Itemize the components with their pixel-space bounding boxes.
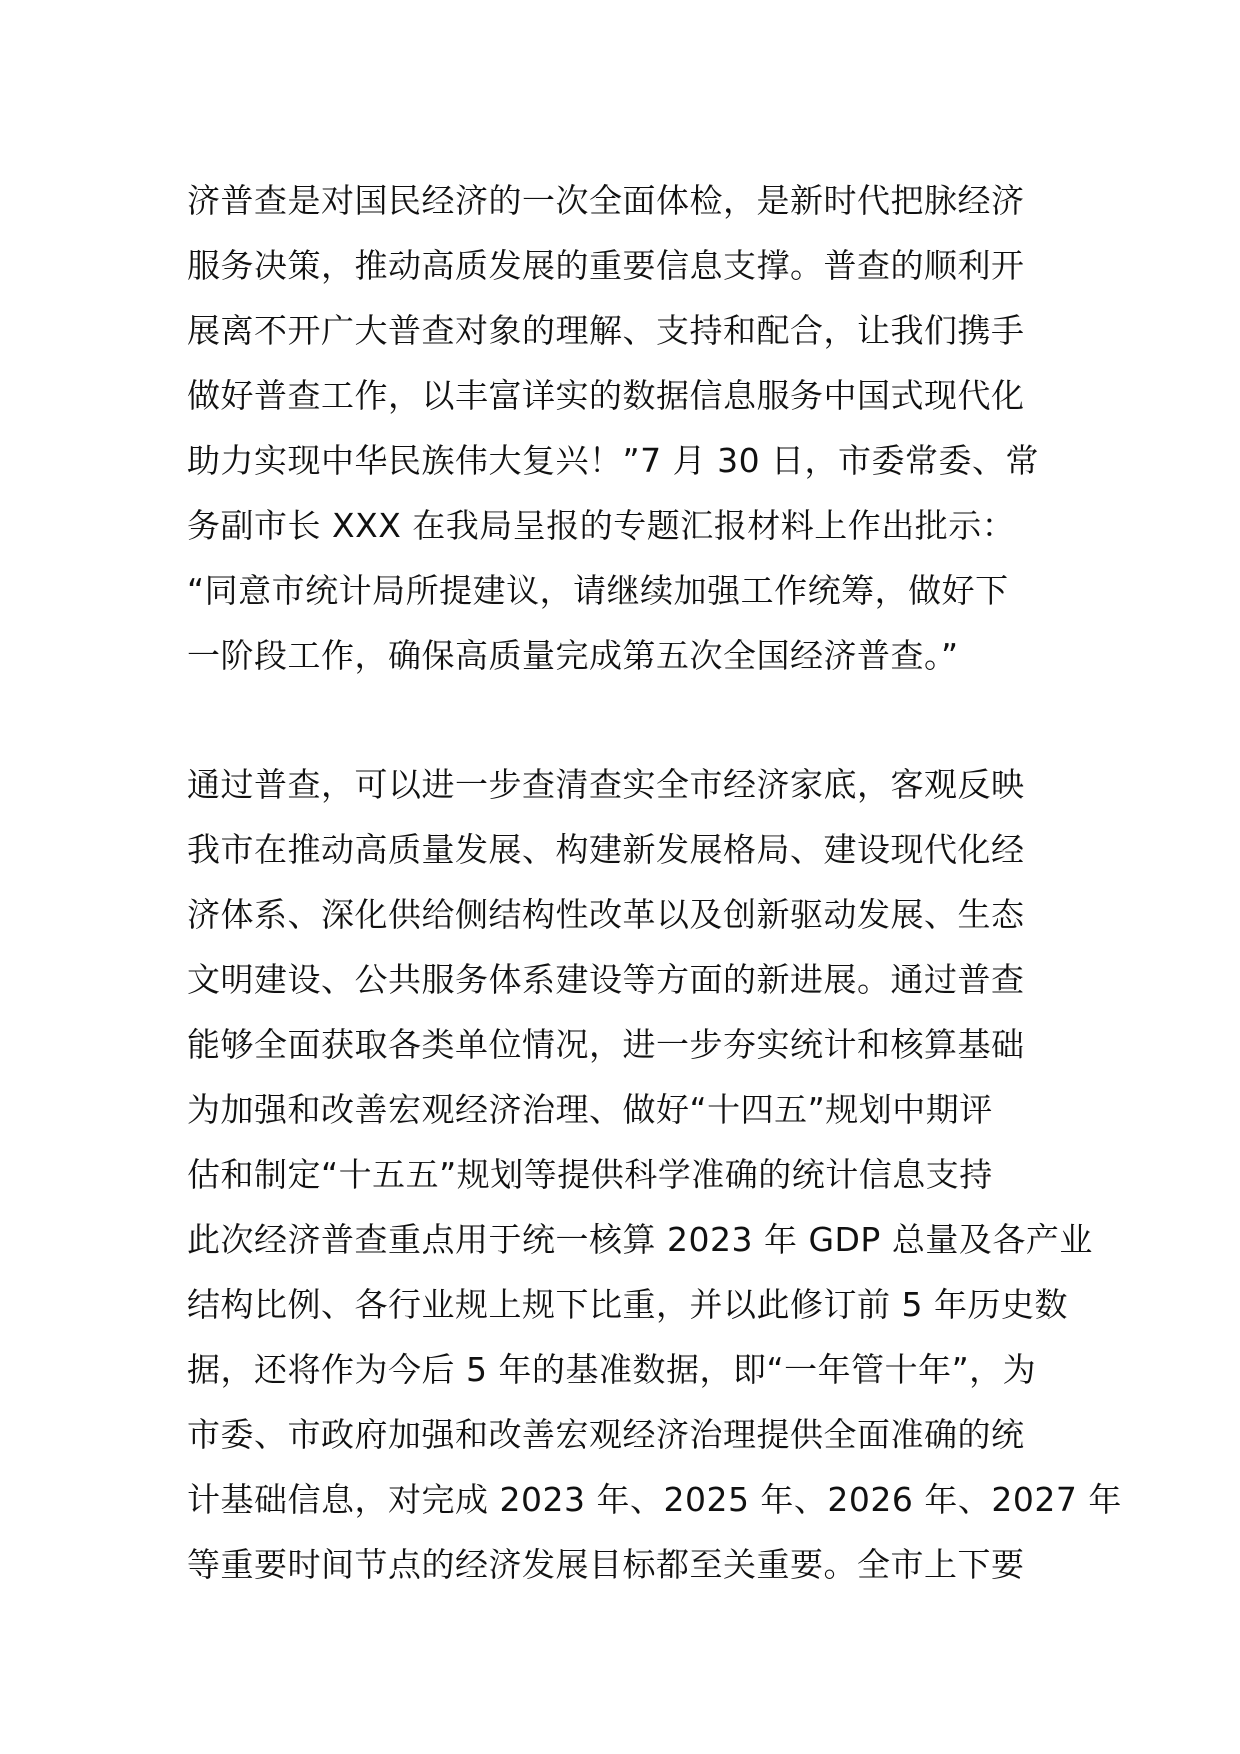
text-line: 我市在推动高质量发展、构建新发展格局、建设现代化经 (187, 830, 1025, 869)
text-line: 务副市长 XXX 在我局呈报的专题汇报材料上作出批示： (187, 506, 1016, 545)
text-line: 济体系、深化供给侧结构性改革以及创新驱动发展、生态 (187, 895, 1025, 934)
text-line: 等重要时间节点的经济发展目标都至关重要。全市上下要 (187, 1545, 1025, 1584)
text-line: 展离不开广大普查对象的理解、支持和配合，让我们携手 (187, 311, 1025, 350)
text-line: 为加强和改善宏观经济治理、做好“十四五”规划中期评 (187, 1090, 993, 1129)
paragraph-1 (187, 168, 1067, 688)
text-line: 文明建设、公共服务体系建设等方面的新进展。通过普查 (187, 960, 1025, 999)
text-line: 一阶段工作，确保高质量完成第五次全国经济普查。” (187, 636, 959, 675)
text-line: 据，还将作为今后 5 年的基准数据，即“一年管十年”，为 (187, 1350, 1037, 1389)
text-line: 市委、市政府加强和改善宏观经济治理提供全面准确的统 (187, 1415, 1025, 1454)
text-line: 计基础信息，对完成 2023 年、2025 年、2026 年、2027 年 (187, 1480, 1122, 1519)
text-line: 服务决策，推动高质发展的重要信息支撑。普查的顺利开 (187, 246, 1025, 285)
text-line: 做好普查工作，以丰富详实的数据信息服务中国式现代化 (187, 376, 1025, 415)
text-line: 估和制定“十五五”规划等提供科学准确的统计信息支持 (187, 1155, 993, 1194)
paragraph-2 (187, 752, 1122, 1597)
text-line: 能够全面获取各类单位情况，进一步夯实统计和核算基础 (187, 1025, 1025, 1064)
text-line: 助力实现中华民族伟大复兴！”7 月 30 日，市委常委、常 (187, 441, 1040, 480)
text-line: 结构比例、各行业规上规下比重，并以此修订前 5 年历史数 (187, 1285, 1068, 1324)
text-line: “同意市统计局所提建议，请继续加强工作统筹，做好下 (187, 571, 1009, 610)
text-line: 通过普查，可以进一步查清查实全市经济家底，客观反映 (187, 765, 1025, 804)
text-line: 此次经济普查重点用于统一核算 2023 年 GDP 总量及各产业 (187, 1220, 1093, 1259)
text-line: 济普查是对国民经济的一次全面体检，是新时代把脉经济 (187, 181, 1025, 220)
